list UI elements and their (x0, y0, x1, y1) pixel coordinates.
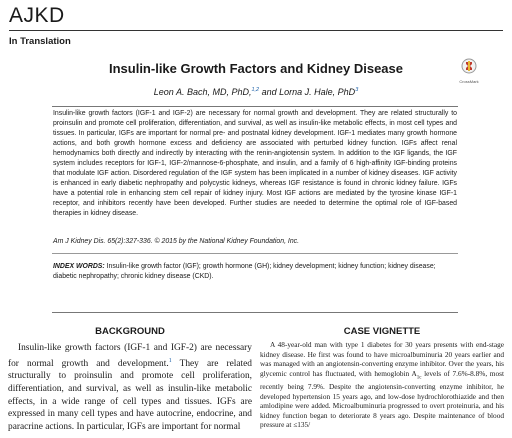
crossmark-label: CrossMark (459, 79, 479, 84)
case-vignette-paragraph (260, 340, 504, 430)
abstract-text: Insulin-like growth factors (IGF-1 and IGF-2) are necessary for normal growth and development. They are related structurally to proinsulin and promote cell proliferation, differentiation, and survival, as well as insulin-like metabolic effects, in most cell types and tissues. In particular, IGFs are important for normal pre- and postnatal kidney development. IGF-1 mediates many growth hormone actions, and both growth hormone excess and deficiency are associated with perturbed kidney function. IGFs affect renal hemodynamics both directly and indirectly by interacting with the renin-angiotensin system. In addition to the IGF ligands, the IGF system includes receptors for IGF-1, IGF-2/mannose-6-phosphate, and insulin, and a family of 6 high-affinity IGF-binding proteins that modulate IGF action. Disordered regulation of the IGF system has been implicated in a number of kidney diseases. IGF activity is enhanced in early diabetic nephropathy and polycystic kidneys, whereas IGF resistance is found in chronic kidney failure. IGFs have a potential role in enhancing stem cell repair of kidney injury. Most IGF actions are mediated by the tyrosine kinase IGF-1 receptor, and inhibitors recently have been developed. Further studies are needed to determine the optimal role of IGF-based therapies in kidney disease. (53, 110, 457, 217)
case-vignette-heading: CASE VIGNETTE (343, 326, 421, 337)
crossmark-icon (461, 58, 477, 74)
index-words-list: Insulin-like growth factor (IGF); growth hormone (GH); kidney development; kidney function; kidney disease; diabetic nephropathy; chronic kidney disease (CKD). (53, 263, 436, 280)
citation: Am J Kidney Dis. 65(2):327-336. © 2015 by the National Kidney Foundation, Inc. (53, 238, 300, 245)
background-heading: BACKGROUND (95, 326, 165, 337)
index-words (53, 262, 457, 282)
index-words-label: INDEX WORDS: (53, 263, 105, 270)
section-label: In Translation (9, 36, 71, 47)
reference-link[interactable]: 1 (168, 357, 172, 364)
author-name: Leon A. Bach, MD, PhD, (153, 87, 252, 97)
abstract-divider (52, 253, 458, 254)
background-paragraph (8, 342, 252, 433)
author-conjunction: and Lorna J. Hale, PhD (259, 87, 356, 97)
vignette-text-part: A 48-year-old man with type 1 diabetes for 30 years presents with end-stage kidney disease. He first was found to have microalbuminuria 20 years earlier and was managed with an angiotensin-converting enzyme inhibitor. Over the years, his glycemic control has fluctuated, with hemoglobin A (260, 340, 504, 378)
article-title: Insulin-like Growth Factors and Kidney Disease (108, 61, 404, 76)
affiliation-ref[interactable]: 1,2 (251, 87, 260, 93)
background-text-part: They are related structurally to proinsulin and promote cell proliferation, differentiation, and survival, as well as insulin-like metabolic effects, in a wide range of cell types and tissues. IGFs are expressed in many cell types and have autocrine, endocrine, and paracrine actions. In particular, IGFs are important for normal (8, 358, 252, 432)
crossmark-badge[interactable] (456, 58, 482, 84)
journal-logo: AJKD (9, 4, 65, 27)
author-list (0, 84, 512, 98)
affiliation-ref[interactable]: 3 (355, 87, 359, 93)
vignette-subscript: 1c (416, 374, 422, 380)
background-text-part: Insulin-like growth factors (IGF-1 and IGF-2) are necessary for normal growth and development. (8, 343, 252, 369)
vignette-text-part: levels of 7.6%-8.8%, most recently being 7.9%. Despite the angiotensin-converting enzyme inhibitor, he developed hypertension 15 years ago, and low-dose hydrochlorothiazide and then amlodipine were added. Microalbuminuria progressed to overt proteinuria, and his kidney function began to deteriorate 8 years ago. Despite maintenance of blood pressure at ≤135/ (260, 368, 505, 430)
header-rule (9, 30, 503, 31)
